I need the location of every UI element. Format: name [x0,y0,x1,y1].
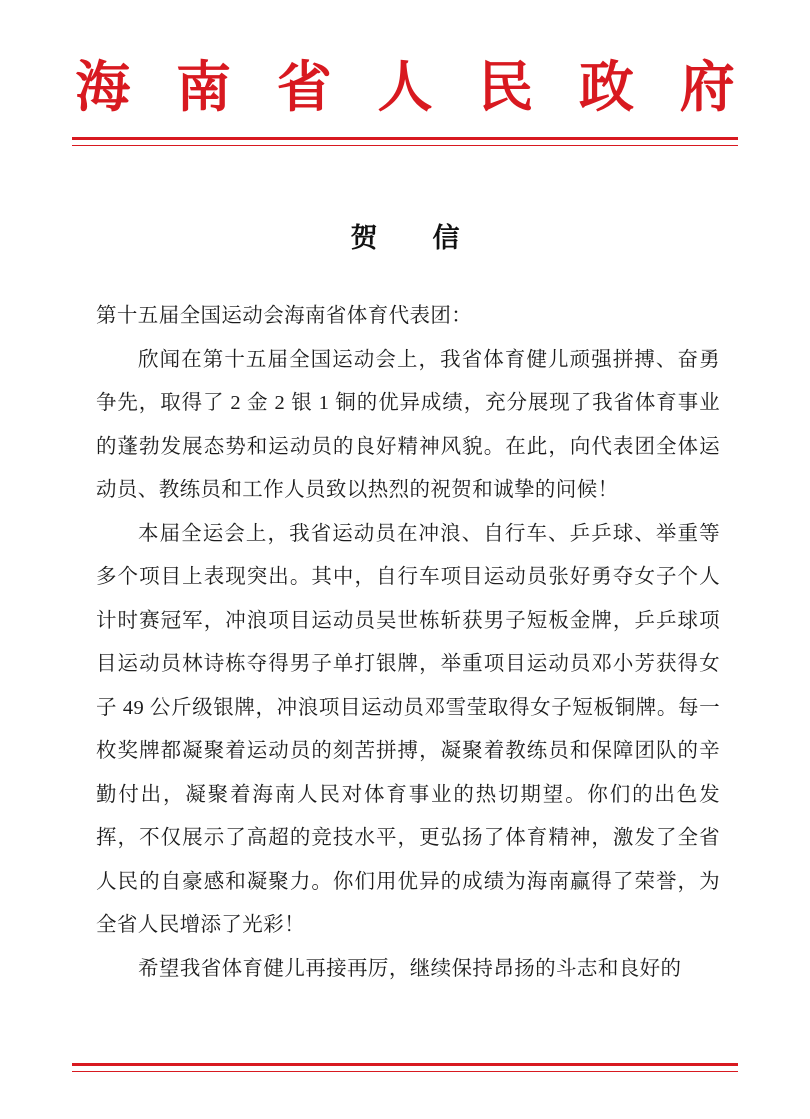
paragraph-2: 本届全运会上，我省运动员在冲浪、自行车、乒乒球、举重等多个项目上表现突出。其中，自行车项目运动员张好勇夺女子个人计时赛冠军，冲浪项目运动员吴世栋斩获男子短板金牌，乒乒球项目运动员林诗栋夺得男子单打银牌，举重项目运动员邓小芳获得女子 49 公斤级银牌，冲浪项目运动员邓雪莹取得女子短板铜牌。每一枚奖牌都凝聚着运动员的刻苦拼搏，凝聚着教练员和保障团队的辛勤付出，凝聚着海南人民对体育事业的热切期望。你们的出色发挥，不仅展示了高超的竞技水平，更弘扬了体育精神，激发了全省人民的自豪感和凝聚力。你们用优异的成绩为海南赢得了荣誉，为全省人民增添了光彩！ [96,522,720,936]
letter-body [96,295,720,991]
paragraph-3: 希望我省体育健儿再接再厉，继续保持昂扬的斗志和良好的 [138,957,682,980]
header-divider-thin [72,145,738,146]
footer-divider-thick [72,1063,738,1066]
letterhead [0,58,810,119]
paragraph-1: 欣闻在第十五届全国运动会上，我省体育健儿顽强拼搏、奋勇争先，取得了 2 金 2 银 1 铜的优异成绩，充分展现了我省体育事业的蓬勃发展态势和运动员的良好精神风貌。在此，向代表团全体运动员、教练员和工作人员致以热烈的祝贺和诚挚的问候！ [96,348,720,501]
salutation: 第十五届全国运动会海南省体育代表团： [96,305,473,327]
footer-divider-thin [72,1071,738,1072]
header-divider-thick [72,137,738,140]
letterhead-title: 海 南 省 人 民 政 府 [75,57,751,118]
page-title: 贺 信 [350,223,474,253]
